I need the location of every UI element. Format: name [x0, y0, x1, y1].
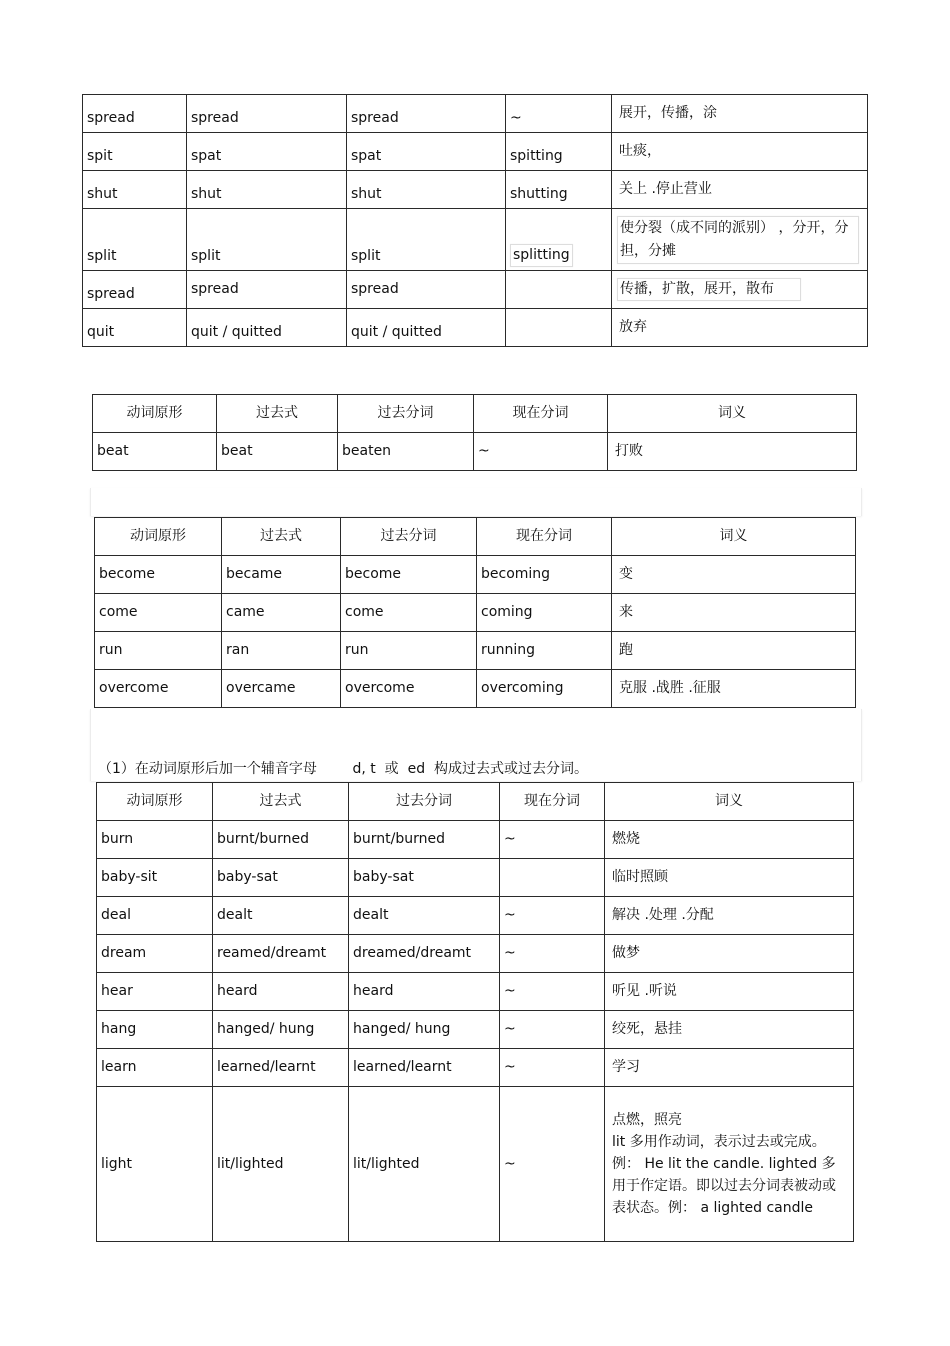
table-row	[83, 95, 868, 133]
meaning-cell: 克服 .战胜 .征服	[612, 670, 856, 708]
past-participle-cell: dreamed/dreamt	[349, 935, 500, 973]
past-participle-cell: beaten	[338, 433, 474, 471]
table-row	[97, 1049, 854, 1087]
header-past-participle: 过去分词	[338, 395, 474, 433]
base-form-cell: dream	[97, 935, 213, 973]
meaning-cell: 来	[612, 594, 856, 632]
header-meaning: 词义	[612, 518, 856, 556]
base-form-cell: deal	[97, 897, 213, 935]
header-base-form: 动词原形	[93, 395, 217, 433]
meaning-cell: 临时照顾	[605, 859, 854, 897]
past-tense-cell: burnt/burned	[213, 821, 349, 859]
header-meaning: 词义	[605, 783, 854, 821]
present-participle-cell: ~	[500, 935, 605, 973]
meaning-cell	[612, 271, 868, 309]
present-participle-cell: ~	[500, 973, 605, 1011]
table-row	[97, 859, 854, 897]
base-form-cell: spit	[83, 133, 187, 171]
present-participle-cell: ~	[500, 821, 605, 859]
base-form-cell: light	[97, 1087, 213, 1242]
meaning-cell: 放弃	[612, 309, 868, 347]
present-participle-cell: running	[477, 632, 612, 670]
base-form-cell: spread	[83, 271, 187, 309]
base-form-cell: split	[83, 209, 187, 271]
base-form-cell: beat	[93, 433, 217, 471]
base-form-cell: run	[95, 632, 222, 670]
past-tense-cell: beat	[217, 433, 338, 471]
verb-table-4	[96, 782, 854, 1242]
verb-table-2	[92, 394, 857, 471]
meaning-cell: 绞死，悬挂	[605, 1011, 854, 1049]
past-tense-cell: reamed/dreamt	[213, 935, 349, 973]
meaning-cell: 关上 .停止营业	[612, 171, 868, 209]
past-tense-cell: overcame	[222, 670, 341, 708]
meaning-cell: 跑	[612, 632, 856, 670]
past-participle-cell: spat	[347, 133, 506, 171]
verb-table-1	[82, 94, 868, 347]
past-participle-cell: burnt/burned	[349, 821, 500, 859]
past-tense-cell: hanged/ hung	[213, 1011, 349, 1049]
table-row	[97, 897, 854, 935]
header-present-participle: 现在分词	[474, 395, 608, 433]
present-participle-cell: coming	[477, 594, 612, 632]
past-participle-cell: shut	[347, 171, 506, 209]
past-tense-cell: ran	[222, 632, 341, 670]
table-row	[97, 973, 854, 1011]
header-past-participle: 过去分词	[349, 783, 500, 821]
table-row	[95, 670, 856, 708]
present-participle-cell: ~	[500, 1087, 605, 1242]
past-tense-cell: became	[222, 556, 341, 594]
past-participle-cell: baby-sat	[349, 859, 500, 897]
header-past-participle: 过去分词	[341, 518, 477, 556]
past-tense-cell: dealt	[213, 897, 349, 935]
meaning-text: 使分裂（成不同的派别） ，分开，分担，分摊	[617, 216, 859, 264]
present-participle-cell: ~	[506, 95, 612, 133]
past-participle-cell: quit / quitted	[347, 309, 506, 347]
meaning-text: 传播，扩散，展开，散布	[617, 278, 801, 301]
header-base-form: 动词原形	[95, 518, 222, 556]
present-participle-cell	[506, 271, 612, 309]
table-row	[83, 309, 868, 347]
header-row	[95, 518, 856, 556]
past-tense-cell: learned/learnt	[213, 1049, 349, 1087]
table-row	[97, 1011, 854, 1049]
past-tense-cell: spread	[187, 95, 347, 133]
header-meaning: 词义	[608, 395, 857, 433]
table-row	[95, 632, 856, 670]
table-row	[97, 1087, 854, 1242]
table-row	[97, 821, 854, 859]
past-participle-cell: hanged/ hung	[349, 1011, 500, 1049]
section-caption: （1）在动词原形后加一个辅音字母 d, t 或 ed 构成过去式或过去分词。	[98, 761, 588, 777]
table-row	[83, 271, 868, 309]
page-band-1	[90, 488, 862, 516]
past-tense-cell: lit/lighted	[213, 1087, 349, 1242]
verb-table-3	[94, 517, 856, 708]
past-participle-cell: become	[341, 556, 477, 594]
present-participle-cell: shutting	[506, 171, 612, 209]
table-row	[83, 209, 868, 271]
base-form-cell: baby-sit	[97, 859, 213, 897]
base-form-cell: come	[95, 594, 222, 632]
base-form-cell: learn	[97, 1049, 213, 1087]
past-participle-cell: come	[341, 594, 477, 632]
past-participle-cell: run	[341, 632, 477, 670]
past-tense-cell: baby-sat	[213, 859, 349, 897]
past-tense-cell: spat	[187, 133, 347, 171]
base-form-cell: hear	[97, 973, 213, 1011]
table-row	[95, 556, 856, 594]
past-participle-cell: split	[347, 209, 506, 271]
present-participle-cell	[506, 309, 612, 347]
meaning-cell: 变	[612, 556, 856, 594]
present-participle-cell	[506, 209, 612, 271]
past-participle-cell: learned/learnt	[349, 1049, 500, 1087]
base-form-cell: burn	[97, 821, 213, 859]
present-participle-text: splitting	[510, 244, 573, 267]
past-participle-cell: lit/lighted	[349, 1087, 500, 1242]
present-participle-cell	[500, 859, 605, 897]
meaning-cell: 燃烧	[605, 821, 854, 859]
present-participle-cell: ~	[474, 433, 608, 471]
present-participle-cell: becoming	[477, 556, 612, 594]
header-past-tense: 过去式	[213, 783, 349, 821]
base-form-cell: overcome	[95, 670, 222, 708]
table-row	[95, 594, 856, 632]
past-tense-cell: spread	[187, 271, 347, 309]
header-present-participle: 现在分词	[477, 518, 612, 556]
past-tense-cell: came	[222, 594, 341, 632]
present-participle-cell: ~	[500, 1049, 605, 1087]
past-participle-cell: spread	[347, 95, 506, 133]
present-participle-cell: overcoming	[477, 670, 612, 708]
header-row	[97, 783, 854, 821]
base-form-cell: shut	[83, 171, 187, 209]
past-tense-cell: quit / quitted	[187, 309, 347, 347]
meaning-cell: 打败	[608, 433, 857, 471]
header-present-participle: 现在分词	[500, 783, 605, 821]
meaning-cell: 解决 .处理 .分配	[605, 897, 854, 935]
past-participle-cell: overcome	[341, 670, 477, 708]
past-participle-cell: spread	[347, 271, 506, 309]
base-form-cell: spread	[83, 95, 187, 133]
header-past-tense: 过去式	[217, 395, 338, 433]
past-tense-cell: shut	[187, 171, 347, 209]
meaning-cell	[612, 209, 868, 271]
table-row	[83, 171, 868, 209]
meaning-cell: 做梦	[605, 935, 854, 973]
base-form-cell: hang	[97, 1011, 213, 1049]
header-base-form: 动词原形	[97, 783, 213, 821]
header-past-tense: 过去式	[222, 518, 341, 556]
past-participle-cell: heard	[349, 973, 500, 1011]
meaning-cell: 点燃，照亮 lit 多用作动词，表示过去或完成。例： He lit the candle. lighted 多用于作定语。即以过去分词表被动或表状态。例： a lighted candle	[605, 1087, 854, 1242]
present-participle-cell: spitting	[506, 133, 612, 171]
meaning-cell: 吐痰，	[612, 133, 868, 171]
table-row	[97, 935, 854, 973]
base-form-cell: become	[95, 556, 222, 594]
present-participle-cell: ~	[500, 1011, 605, 1049]
past-tense-cell: heard	[213, 973, 349, 1011]
present-participle-cell: ~	[500, 897, 605, 935]
meaning-cell: 学习	[605, 1049, 854, 1087]
meaning-cell: 展开，传播，涂	[612, 95, 868, 133]
header-row	[93, 395, 857, 433]
table-row	[93, 433, 857, 471]
base-form-cell: quit	[83, 309, 187, 347]
table-row	[83, 133, 868, 171]
past-tense-cell: split	[187, 209, 347, 271]
past-participle-cell: dealt	[349, 897, 500, 935]
meaning-cell: 听见 .听说	[605, 973, 854, 1011]
